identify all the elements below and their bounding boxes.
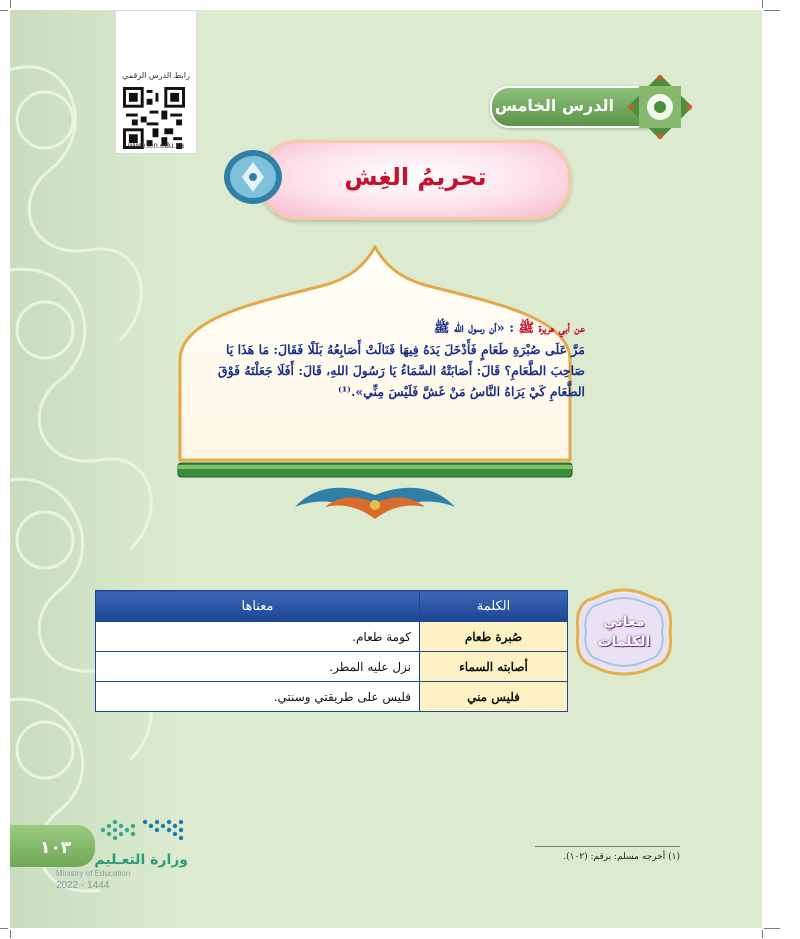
table-header-row (96, 591, 568, 622)
crop-mark (764, 10, 780, 11)
vocab-word: صُبرة طعام (420, 622, 568, 652)
lesson-ornament-icon (625, 72, 695, 142)
col-header-meaning: معناها (96, 591, 420, 622)
vocab-title (572, 612, 676, 652)
page-number: ١٠٣ (40, 838, 72, 858)
hadith-intro (190, 318, 585, 339)
crop-mark (764, 928, 780, 929)
ministry-name-english: Ministry of Education (56, 869, 131, 878)
title-medallion-icon (220, 148, 286, 206)
title-banner (260, 140, 571, 220)
lesson-label: الدرس الخامس (494, 96, 614, 115)
crop-mark (762, 930, 763, 938)
crop-mark (10, 930, 11, 938)
qr-code-icon[interactable] (123, 87, 185, 149)
hadith-body: مَرَّ عَلَى صُبْرَةِ طَعَامٍ فَأَدْخَلَ يَدَهُ فِيهَا فَنَالَتْ أَصَابِعُهُ بَلَلًا فَقَالَ: مَا هَذَا يَا صَاحِبَ الطَّعَامِ؟ قَالَ: أَصَابَتْهُ السَّمَاءُ يَا رَسُولَ اللهِ، قَالَ: أَفَلَا جَعَلْتَهُ فَوْقَ الطَّعَامِ كَيْ يَرَاهُ النَّاسُ مَنْ غَشَّ فَلَيْسَ مِنِّي».⁽¹⁾ (217, 342, 585, 399)
crop-mark (0, 10, 8, 11)
qr-url[interactable]: www.ien.edu.sa (127, 141, 185, 150)
crop-mark (0, 928, 8, 929)
footnote: (١) أخرجه مسلم: برقم: (١٠٢). (563, 852, 680, 862)
footnote-divider (535, 846, 680, 847)
crop-mark (762, 0, 763, 8)
vocab-table (95, 590, 568, 712)
vocab-meaning: كومة طعام. (96, 622, 420, 652)
table-row (96, 682, 568, 712)
vocab-word: أصابته السماء (420, 652, 568, 682)
hadith-narrator: عن أبي هريرة ﷺ (518, 321, 585, 336)
page-title: تحريمُ الغِش (344, 163, 487, 191)
hadith-text (190, 318, 585, 458)
table-row (96, 622, 568, 652)
col-header-word: الكلمة (420, 591, 568, 622)
vocab-meaning: فليس على طريقتي وسنتي. (96, 682, 420, 712)
vocab-meaning: نزل عليه المطر. (96, 652, 420, 682)
qr-card[interactable] (115, 10, 197, 154)
ministry-name-arabic: وزارة التعـليم (94, 852, 188, 868)
vocab-title-line1: معاني (603, 614, 645, 630)
vocab-word: فليس مني (420, 682, 568, 712)
crop-mark (10, 0, 11, 8)
hadith-intro-text: : «أن رسول الله ﷺ (433, 321, 514, 336)
ministry-logo-icon (95, 812, 187, 848)
edition-year: 2022 - 1444 (56, 880, 110, 891)
vocab-title-line2: الكلمات (597, 634, 651, 650)
table-row (96, 652, 568, 682)
qr-caption: رابط الدرس الرقمي (122, 71, 190, 80)
